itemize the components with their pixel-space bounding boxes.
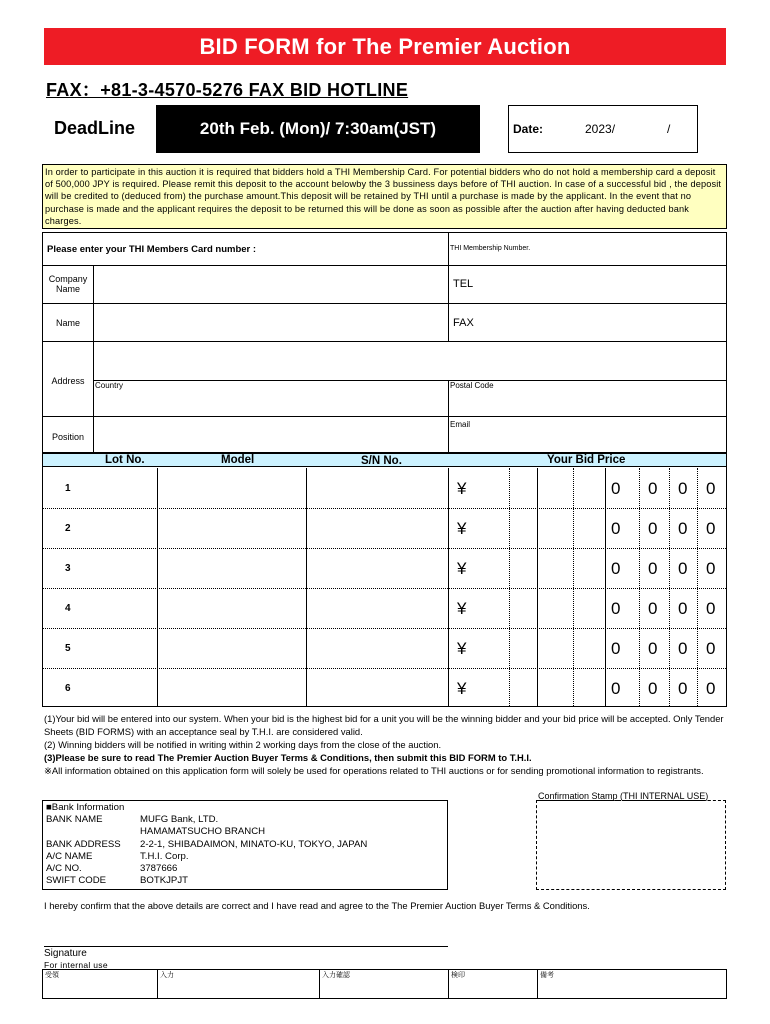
- internal-cell: 入力: [160, 972, 174, 979]
- company-name-label: Company Name: [48, 274, 88, 294]
- bank-info-box: [42, 800, 448, 890]
- price-digit: 0: [648, 519, 658, 538]
- price-digit: 0: [706, 599, 716, 618]
- bank-row: [46, 863, 444, 875]
- fax-input[interactable]: [483, 305, 723, 339]
- bid-row[interactable]: [43, 468, 726, 508]
- bid-row[interactable]: [43, 668, 726, 706]
- internal-cell: 検印: [451, 972, 465, 979]
- email-input[interactable]: [450, 430, 722, 452]
- row-number: 1: [65, 483, 71, 494]
- note-3: (3)Please be sure to read The Premier Auction Buyer Terms & Conditions, then submit this BID FORM to T.H.I.: [44, 752, 532, 763]
- row-number: 3: [65, 563, 71, 574]
- address-label: Address: [51, 376, 85, 386]
- note-2: (2) Winning bidders will be notified in writing within 2 working days from the close of the auction.: [44, 739, 442, 750]
- price-digit: 0: [648, 599, 658, 618]
- form-title: BID FORM for The Premier Auction: [44, 28, 726, 65]
- bank-row-label: SWIFT CODE: [46, 875, 107, 887]
- bank-row-label: BANK ADDRESS: [46, 838, 121, 850]
- membership-number-input[interactable]: [503, 235, 725, 263]
- members-card-prompt: Please enter your THI Members Card number :: [47, 244, 257, 255]
- bid-price-header: Your Bid Price: [547, 454, 626, 466]
- bid-row[interactable]: [43, 628, 726, 668]
- fax-label: FAX: [453, 317, 474, 329]
- country-input[interactable]: [95, 391, 445, 415]
- tel-input[interactable]: [483, 267, 723, 301]
- internal-use-label: For internal use: [44, 960, 108, 970]
- stamp-label: Confirmation Stamp (THI INTERNAL USE): [538, 791, 709, 801]
- price-digit: 0: [648, 679, 658, 698]
- bank-row-label: A/C NAME: [46, 850, 93, 862]
- price-digit: 0: [706, 639, 716, 658]
- price-digit: 0: [611, 519, 621, 538]
- row-number: 5: [65, 643, 71, 654]
- price-digit: 0: [611, 679, 621, 698]
- price-digit: 0: [678, 519, 688, 538]
- bank-row: [46, 814, 444, 826]
- price-digit: 0: [611, 639, 621, 658]
- yen-sign: ¥: [457, 679, 467, 698]
- price-digit: 0: [706, 559, 716, 578]
- lot-no-header: Lot No.: [105, 454, 145, 466]
- bid-row[interactable]: [43, 588, 726, 628]
- price-digit: 0: [706, 479, 716, 498]
- model-header: Model: [221, 454, 255, 466]
- name-label: Name: [55, 318, 80, 328]
- confirmation-stamp-box: [536, 800, 726, 890]
- price-digit: 0: [678, 599, 688, 618]
- note-1: (1)Your bid will be entered into our system. When your bid is the highest bid for a unit you will be the winning bidder and your bid price will be accepted. Only Tender Sheets (BID FORMS) with an acceptance seal by T.H.I. are considered valid.: [44, 713, 724, 737]
- internal-use-table: [42, 969, 727, 999]
- bank-row: [46, 851, 444, 863]
- yen-sign: ¥: [457, 479, 467, 498]
- signature-label: Signature: [44, 948, 87, 959]
- bank-row-label: [46, 826, 140, 838]
- row-number: 4: [65, 603, 71, 614]
- signature-line[interactable]: [44, 946, 448, 947]
- bid-table-header: [43, 454, 726, 467]
- bank-row-value: BOTKJPJT: [140, 875, 188, 887]
- yen-sign: ¥: [457, 559, 467, 578]
- membership-number-label: THI Membership Number.: [450, 245, 531, 252]
- company-name-input[interactable]: [95, 267, 445, 301]
- member-info-table: [42, 232, 727, 453]
- postal-code-input[interactable]: [450, 391, 722, 415]
- bank-row-value: HAMAMATSUCHO BRANCH: [140, 826, 266, 838]
- sn-header: S/N No.: [361, 455, 402, 467]
- postal-code-label: Postal Code: [450, 381, 494, 390]
- address-input[interactable]: [95, 343, 723, 379]
- note-4: ※All information obtained on this application form will solely be used for operations related to THI auctions or for sending promotional information to registrants.: [44, 765, 704, 776]
- price-digit: 0: [678, 479, 688, 498]
- yen-sign: ¥: [457, 599, 467, 618]
- name-input[interactable]: [95, 305, 445, 339]
- row-number: 2: [65, 523, 71, 534]
- deadline-value: 20th Feb. (Mon)/ 7:30am(JST): [156, 105, 480, 153]
- deadline-label: DeadLine: [54, 118, 136, 138]
- bank-row-label: BANK NAME: [46, 814, 103, 826]
- price-digit: 0: [678, 679, 688, 698]
- bank-row-value: 2-2-1, SHIBADAIMON, MINATO-KU, TOKYO, JAPAN: [140, 838, 368, 850]
- internal-cell: 受領: [45, 972, 59, 979]
- price-digit: 0: [611, 559, 621, 578]
- bank-info-title: ■Bank Information: [46, 802, 125, 813]
- position-input[interactable]: [95, 418, 445, 452]
- price-digit: 0: [678, 559, 688, 578]
- bank-row: [46, 875, 444, 887]
- price-digit: 0: [611, 599, 621, 618]
- bank-row-label: A/C NO.: [46, 863, 82, 875]
- date-year: 2023/: [585, 122, 616, 136]
- fax-hotline: FAX：+81-3-4570-5276 FAX BID HOTLINE: [46, 80, 409, 100]
- price-digit: 0: [648, 639, 658, 658]
- bank-row-value: 3787666: [140, 863, 178, 875]
- price-digit: 0: [648, 479, 658, 498]
- bank-row: [46, 826, 444, 838]
- bid-row[interactable]: [43, 548, 726, 588]
- bank-row-value: T.H.I. Corp.: [140, 850, 189, 862]
- price-digit: 0: [611, 479, 621, 498]
- deposit-notice: In order to participate in this auction it is required that bidders hold a THI Membership Card. For potential bidders who do not hold a membership card a deposit of 500,000 JPY is required. Please remit this deposit to the account belowby the 3 bussiness days before of THI auction. In case of a successful bid , the deposit will be credited to (deduced from) the purchase amount.This deposit will be retained by THI until a purchase is made by the applicant. In the event that no purchase is made and the applicant requires the deposit to be returned this will be done as soon as possible after the auction after having deducted bank charges.: [42, 164, 727, 229]
- position-label: Position: [51, 432, 85, 442]
- date-label: Date:: [513, 122, 544, 136]
- date-separator: /: [667, 122, 671, 136]
- yen-sign: ¥: [457, 639, 467, 658]
- bank-row-value: MUFG Bank, LTD.: [140, 814, 219, 826]
- bid-row[interactable]: [43, 508, 726, 548]
- yen-sign: ¥: [457, 519, 467, 538]
- bank-row: [46, 839, 444, 851]
- country-label: Country: [95, 381, 124, 390]
- row-number: 6: [65, 683, 71, 694]
- confirmation-statement: I hereby confirm that the above details are correct and I have read and agree to the The Premier Auction Buyer Terms & Conditions.: [44, 900, 590, 911]
- price-digit: 0: [706, 519, 716, 538]
- price-digit: 0: [706, 679, 716, 698]
- terms-notes: [44, 712, 728, 777]
- tel-label: TEL: [453, 278, 474, 290]
- bid-table: [42, 453, 727, 707]
- internal-cell: 備考: [540, 972, 554, 979]
- date-field[interactable]: [508, 105, 698, 153]
- price-digit: 0: [648, 559, 658, 578]
- email-label: Email: [450, 420, 471, 429]
- internal-cell: 入力確認: [322, 972, 350, 979]
- price-digit: 0: [678, 639, 688, 658]
